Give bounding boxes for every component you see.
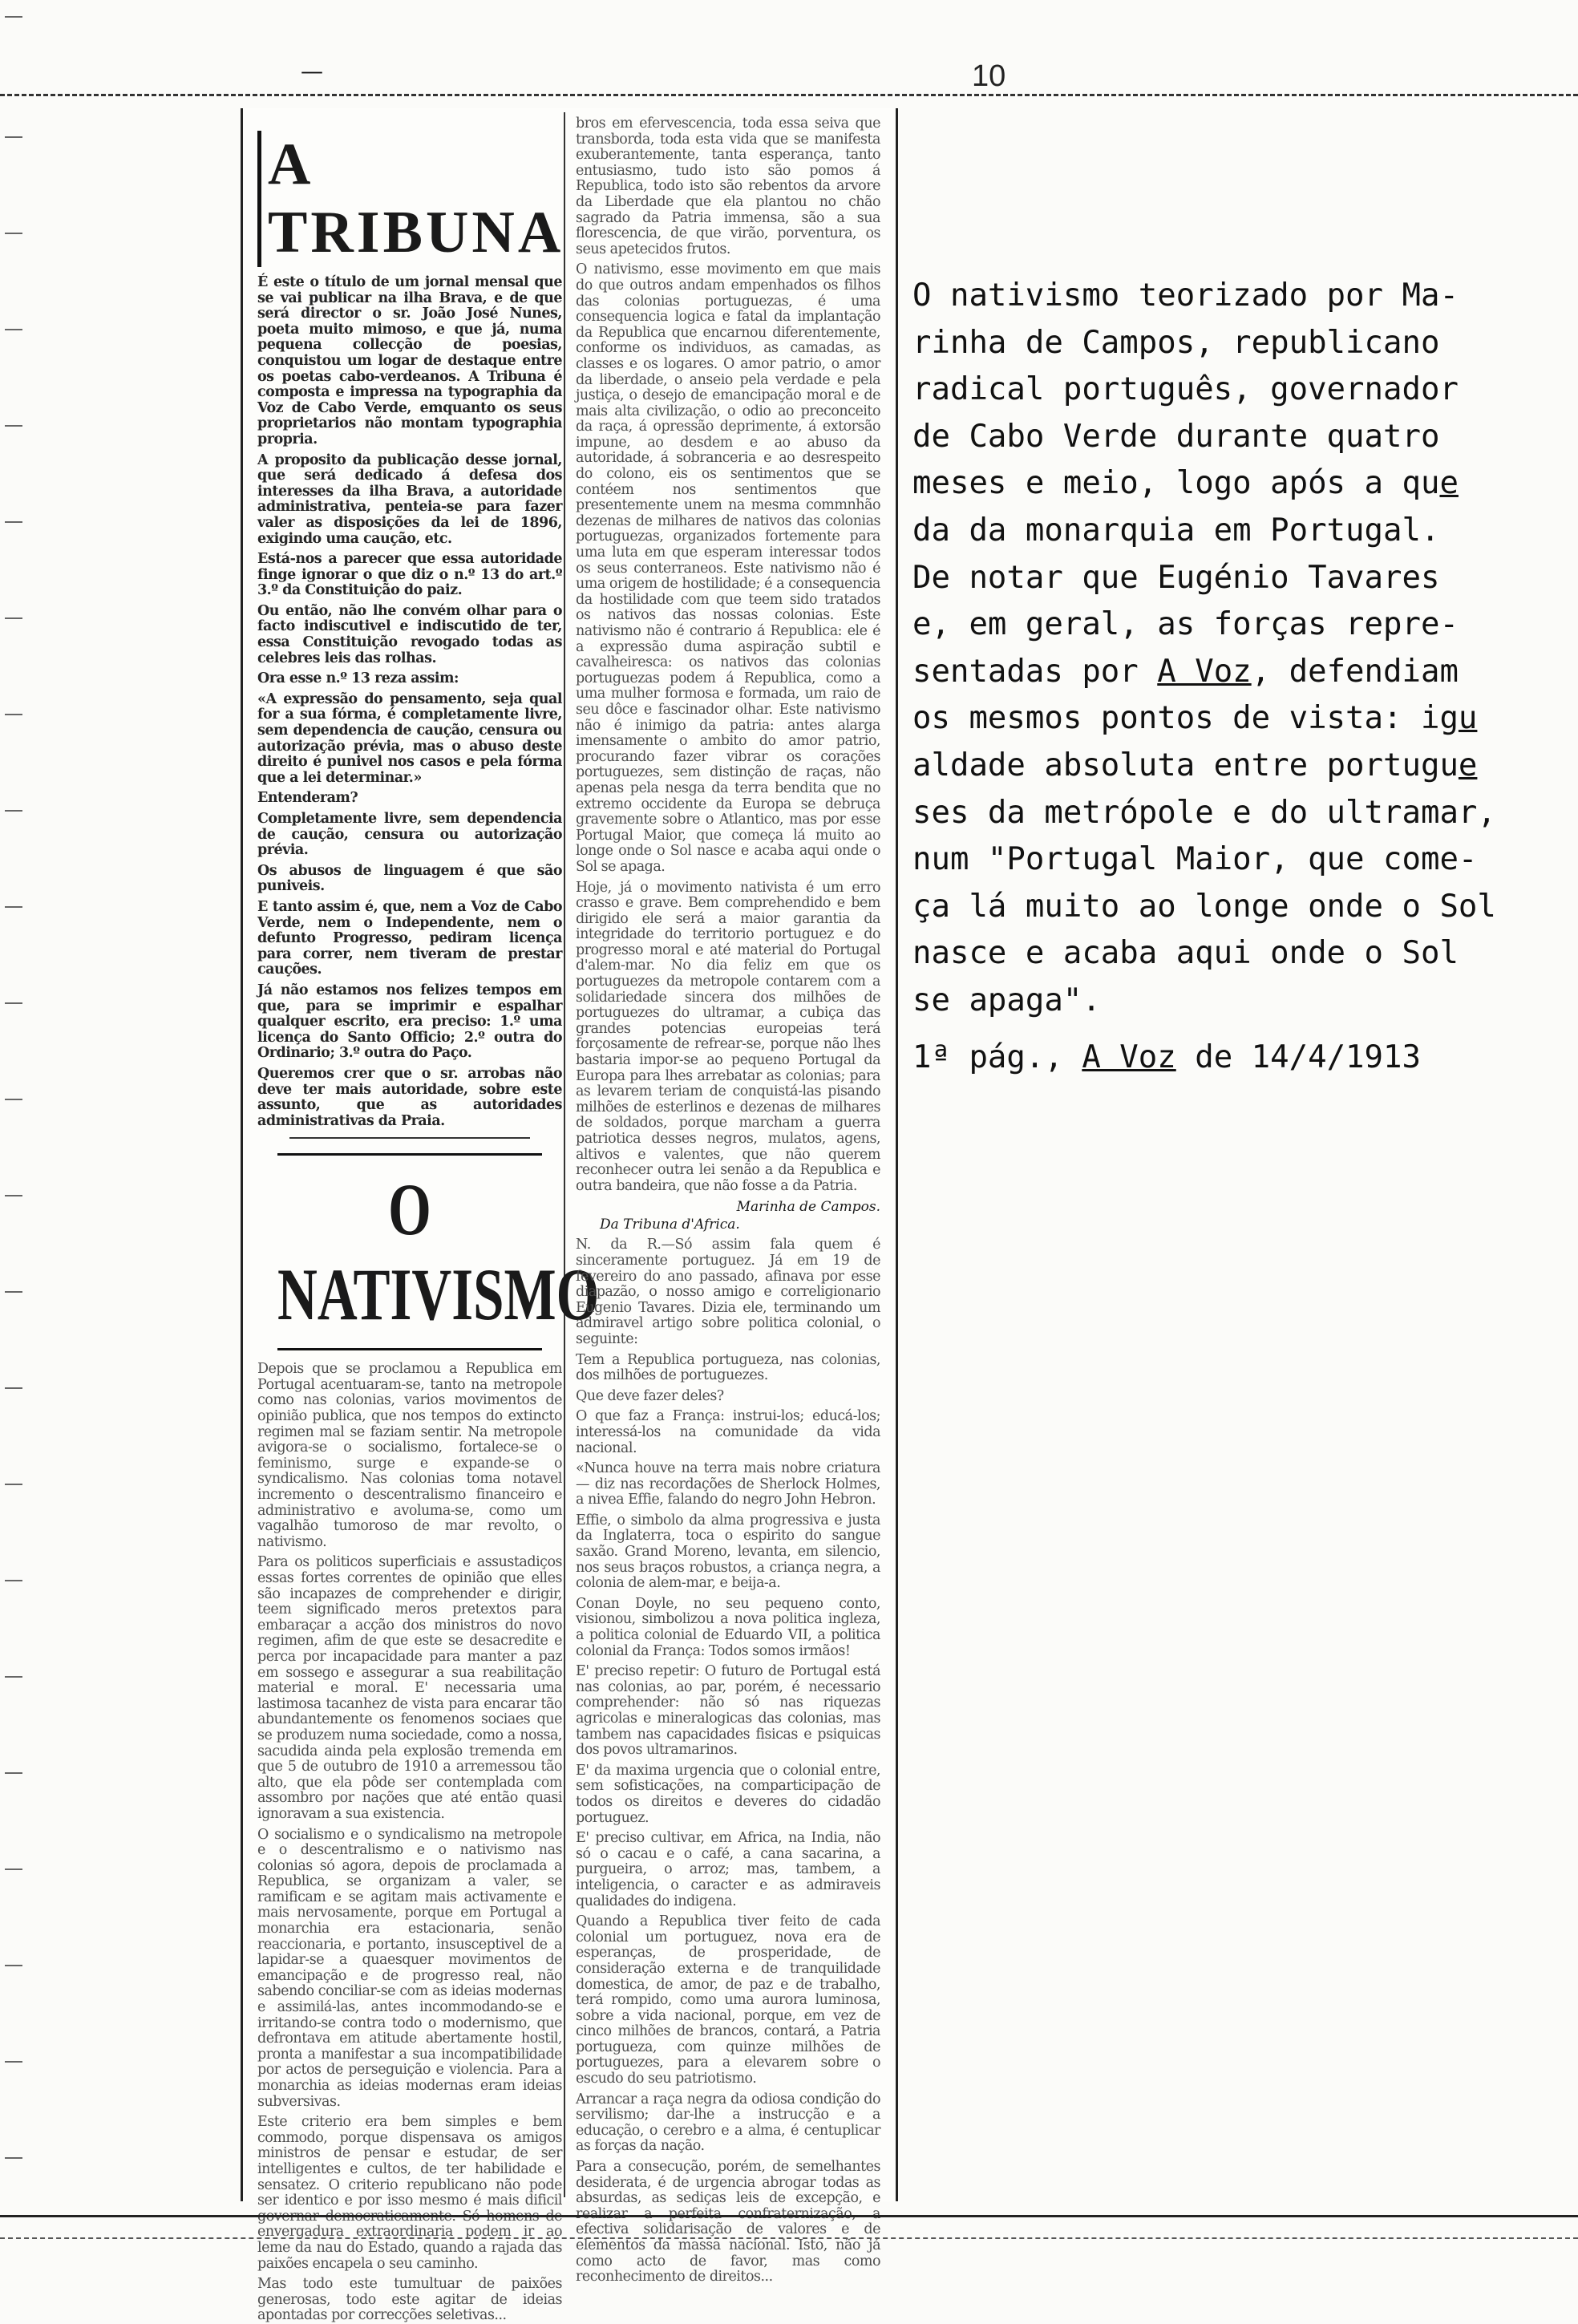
note-line (912, 743, 1562, 790)
paragraph: Effie, o simbolo da alma progressiva e justa da Inglaterra, toca o espirito do sangue saxão. Grand Moreno, levanta, em silencio, nos seus braços robustos, a criança negra, a colonia de alem-mar, e beija-a. (576, 1512, 880, 1592)
paragraph: E' preciso cultivar, em Africa, na India, não só o cacau e o café, a cana sacarina, a purgueira, o arroz; mas, tambem, a inteligencia, o caracter e as admiraveis qualidades do indigena. (576, 1830, 880, 1909)
paragraph: É este o título de um jornal mensal que se vai publicar na ilha Brava, e de que será director o sr. João José Nunes, poeta muito mimoso, e que já, numa pequena collecção de poesias, conquistou um logar de destaque entre os poetas cabo-verdeanos. A Tribuna é composta e impressa na typographia da Voz de Cabo Verde, emquanto os seus proprietarios não montam typographia propria. (257, 274, 562, 447)
page-number: 10 (972, 59, 1006, 93)
note-text: A Voz (1157, 653, 1252, 690)
note-line (912, 555, 1562, 602)
note-text: O nativismo teorizado por Ma- (912, 277, 1459, 314)
paragraph: O nativismo, esse movimento em que mais do que outros andam empenhados os filhos das colonias portuguezas, é uma consequencia logica e fatal da implantação da Republica que encarnou diferentemente, conforme os individuos, as camadas, as classes e os logares. O amor patrio, o amor da liberdade, o anseio pela verdade e pela justiça, o desejo de emancipação moral e de mais alta civilização, o odio ao preconceito da raça, á opressão deprimente, á extorsão impune, ao desdem e ao abuso da autoridade, á sobranceria e ao desrespeito do colono, eis os sentimentos que se contéem nos sentimentos que presentemente unem na mesma commnhão dezenas de milhares de nativos das colonias portuguezas, organizados fortemente para uma luta em que esperam interessar todos os seus conterraneos. Este nativismo não é uma origem de hostilidade; é a consequencia da hostilidade com que teem sido tratados os nativos das nossas colonias. Este nativismo não é contrario á Republica: ele é a expressão duma aspiração subtil e cavalheiresca: os nativos das colonias portuguezas podem á Republica, como a uma mulher formosa e formada, um raio de seu dôce e fascinador olhar. Este nativismo não é inimigo da patria: antes alarga imensamente o ambito do amor patrio, procurando fazer vibrar os corações portuguezes, sem distinção de raças, não apenas pela nesga da terra bendita que no extremo occidente da Europa se debruça gravemente sobre o Atlantico, mas por esse Portugal Maior, que começa lá muito ao longe onde o Sol nasce e acaba aqui onde o Sol se apaga. (576, 261, 880, 875)
paragraph: Os abusos de linguagem é que são puniveis. (257, 862, 562, 895)
note-text: nasce e acaba aqui onde o Sol (912, 935, 1459, 972)
left-margin-ticks (0, 0, 32, 2245)
clipping-left-column (257, 116, 600, 2324)
note-line (912, 930, 1562, 978)
paragraph: Que deve fazer deles? (576, 1387, 724, 1404)
reference-prefix: 1ª pág., (912, 1039, 1082, 1075)
article-source: Da Tribuna d'Africa. (600, 1217, 740, 1233)
paragraph: «A expressão do pensamento, seja qual for a sua fórma, é completamente livre, sem dependencia de caução, censura ou autorização prévia, mas o abuso deste direito é punivel nos casos e pela fórma que a lei determinar.» (257, 690, 562, 786)
note-line (912, 508, 1562, 555)
note-text: num "Portugal Maior, que come- (912, 841, 1478, 878)
masthead-a-tribuna: A TRIBUNA (257, 131, 562, 267)
paragraph: Ora esse n.º 13 reza assim: (257, 670, 459, 687)
paragraph: Depois que se proclamou a Republica em Portugal acentuaram-se, tanto na metropole como nas colonias, varios movimentos de opinião publica, que nos tempos do extincto regimen mal se faziam sentir. Na metropole avigora-se o socialismo, fortalece-se o feminismo, surge e expande-se o syndicalismo. Nas colonias toma notavel incremento o descentralismo financeiro e administrativo e avoluma-se, como um vagalhão tumoroso de mar revolto, o nativismo. (257, 1361, 562, 1550)
paragraph: Este criterio era bem simples e bem commodo, porque dispensava os amigos ministros de pensar e estudar, de ser intelligentes e cultos, de ter habilidade e sensatez. O criterio republicano não pode ser identico e por isso mesmo é mais dificil governar democraticamente. Só homens de envergadura extraordinaria podem ir ao leme da nau do Estado, quando a rajada das paixões encapela o seu caminho. (257, 2114, 562, 2272)
note-text: da da monarquia em Portugal. (912, 512, 1440, 549)
note-line (912, 460, 1562, 508)
paragraph: O que faz a França: instrui-los; educá-los; interessá-los na comunidade da vida nacional. (576, 1408, 880, 1456)
article-title-nativismo: O NATIVISMO (277, 1153, 542, 1350)
nativismo-continuation (576, 116, 880, 1194)
article-signature: Marinha de Campos. (736, 1199, 880, 1216)
paragraph: bros em efervescencia, toda essa seiva que transborda, toda esta vida que se manifesta exuberantemente, tanta esperança, tanto entusiasmo, tudo isto são pomos á Republica, todo isto são rebentos da arvore da Liberdade que ela plantou no chão sagrado da Patria immensa, são a sua florescencia, de que virão, porventura, os seus apetecidos frutos. (576, 115, 880, 257)
note-line (912, 695, 1562, 743)
paragraph: Entenderam? (257, 790, 358, 807)
tribuna-article-body (257, 275, 562, 1129)
note-text: os mesmos pontos de vista: ig (912, 700, 1459, 737)
paragraph: Hoje, já o movimento nativista é um erro crasso e grave. Bem comprehendido e bem dirigido ele será a maior garantia da integridade do territorio portuguez e do progresso moral e até material do Portugal d'alem-mar. No dia feliz em que os portuguezes da metropole contarem com a solidariedade sincera dos milhões de portuguezes do ultramar, a cubiça das grandes potencias europeias terá forçosamente de refrear-se, porque não lhes bastaria impor-se ao pequeno Portugal da Europa para lhes arrebatar as colonias; para as levarem teriam de conquistá-las pisando milhões de esterlinos e dezenas de milhares de soldados, porque marcham a guerra patriotica desses negros, mulatos, agens, altivos e valentes, que não querem reconhecer outra lei senão a da Republica e outra bandeira, que não fosse a da Patria. (576, 879, 880, 1194)
note-text: sentadas por (912, 653, 1158, 690)
paragraph: O socialismo e o syndicalismo na metropole e o descentralismo e o nativismo nas colonias só agora, depois de proclamada a Republica, se organizam a valer, se ramificam e se agitam mais activamente e mais nervosamente, porque em Portugal a monarchia era estacionaria, senão reaccionaria, e portanto, insusceptivel de a lapidar-se a quaesquer movimentos de emancipação e de progresso real, não sabendo conciliar-se com as ideias modernas e assimilá-las, antes incommodando-se e irritando-se contra todo o modernismo, que defrontava em atitude abertamente hostil, pronta a manifestar a sua incompatibilidade por actos de perseguição e violencia. Para a monarchia as ideias modernas eram ideias subversivas. (257, 1826, 562, 2110)
note-line (912, 320, 1562, 367)
article-separator (289, 1137, 530, 1139)
clipping-right-column (576, 115, 880, 2286)
note-text: aldade absoluta entre portugu (912, 747, 1459, 783)
note-text: De notar que Eugénio Tavares (912, 559, 1440, 596)
paragraph: Arrancar a raça negra da odiosa condição do servilismo; dar-lhe a instrucção e a educação, o cerebro e a alma, é centuplicar as forças da nação. (576, 2091, 880, 2155)
note-line (912, 836, 1562, 884)
note-line (912, 884, 1562, 931)
note-text: , defendiam (1251, 653, 1459, 690)
paragraph: Para a consecução, porém, de semelhantes desiderata, é de urgencia abrogar todas as absurdas, as sediças leis de excepção, e realizar a perfeita confraternização, a efectiva solidarisação de valores e de elementos da massa nacional. Isto, não já como acto de favor, mas como reconhecimento de direitos... (576, 2159, 880, 2286)
paragraph: E' preciso repetir: O futuro de Portugal está nas colonias, ao par, porém, é necessario comprehender: não só nas riquezas agricolas e mineralogicas das colonias, mas tambem nas capacidades fisicas e psiquicas dos povos ultramarinos. (576, 1663, 880, 1759)
reference-title: A Voz (1082, 1039, 1176, 1075)
note-line (912, 273, 1562, 320)
note-text: ses da metrópole e do ultramar, (912, 794, 1496, 831)
note-line (912, 649, 1562, 696)
paragraph: Tem a Republica portugueza, nas colonias, dos milhões de portuguezes. (576, 1351, 880, 1384)
paragraph: A proposito da publicação desse jornal, que será dedicado á defesa dos interesses da ilha Brava, a autoridade administrativa, penteia-se para fazer valer as disposições da lei de 1896, exigindo uma caução, etc. (257, 451, 562, 547)
note-text: se apaga". (912, 982, 1101, 1018)
note-line (912, 601, 1562, 649)
paragraph: Para os politicos superficiais e assustadiços essas fortes correntes de opinião que elles são incapazes de comprehender e dirigir, teem significado meros pretextos para embaraçar a acção dos ministros do novo regimen, afim de que este se desacredite e perca por incapacidade para manter a paz em sossego e assegurar a sua reabilitação material e moral. E' necessaria uma lastimosa tacanhez de vista para encarar tão abundantemente os fenomenos sociaes que se produzem numa sociedade, como a nossa, sacudida ainda pela explosão tremenda em que 5 de outubro de 1910 a arremessou tão alto, que ela pôde ser contemplada com assombro por nações que até então quasi ignoravam a sua existencia. (257, 1554, 562, 1822)
top-dashed-rule (0, 94, 1578, 96)
note-text: meses e meio, logo após a qu (912, 465, 1440, 502)
column-divider (564, 112, 565, 2197)
note-text: de Cabo Verde durante quatro (912, 418, 1440, 455)
paragraph: Completamente livre, sem dependencia de caução, censura ou autorização prévia. (257, 811, 562, 859)
bottom-dashed-rule (0, 2237, 1578, 2239)
top-mark: — (301, 58, 323, 84)
note-text: e (1458, 747, 1478, 783)
paragraph: Mas todo este tumultuar de paixões generosas, todo este agitar de ideias apontadas por correcções seletivas... (257, 2276, 562, 2324)
source-reference (912, 1039, 1421, 1075)
paragraph: Quando a Republica tiver feito de cada colonial um portuguez, nova era de esperanças, de prosperidade, de consideração externa e de tranquilidade domestica, de amor, de paz e de trabalho, terá rompido, como uma aurora luminosa, sobre a vida nacional, porque, em vez de cinco milhões de brancos, contará, a Patria portugueza, com quinze milhões de portuguezes, para a elevarem sobre o escudo do seu patriotismo. (576, 1913, 880, 2087)
note-text: e, em geral, as forças repre- (912, 606, 1459, 643)
nativismo-article-body (257, 1362, 562, 2324)
paragraph: Queremos crer que o sr. arrobas não deve ter mais autoridade, sobre este assunto, que as autoridades administrativas da Praia. (257, 1065, 562, 1129)
note-text: ça lá muito ao longe onde o Sol (912, 888, 1496, 925)
note-line (912, 414, 1562, 461)
paragraph: N. da R.—Só assim fala quem é sinceramente portuguez. Já em 19 de fevereiro do ano passado, afinava por esse diapazão, o nosso amigo e correligionario Eugenio Tavares. Dizia ele, terminando um admiravel artigo sobre politica colonial, o seguinte: (576, 1237, 880, 1347)
note-line (912, 790, 1562, 837)
paragraph: E tanto assim é, que, nem a Voz de Cabo Verde, nem o Independente, nem o defunto Progresso, pediram licença para correr, nem tiveram de prestar cauções. (257, 898, 562, 978)
note-text: e (1439, 465, 1459, 502)
note-line (912, 978, 1562, 1025)
paragraph: E' da maxima urgencia que o colonial entre, sem sofisticações, na comparticipação de todos os direitos e deveres do cidadão portuguez. (576, 1762, 880, 1826)
note-text: radical português, governador (912, 371, 1459, 408)
paragraph: Já não estamos nos felizes tempos em que, para se imprimir e espalhar qualquer escrito, era preciso: 1.º uma licença do Santo Officio; 2.º outra do Ordinario; 3.º outra do Paço. (257, 982, 562, 1062)
typewritten-note (912, 273, 1562, 1025)
reference-suffix: de 14/4/1913 (1175, 1039, 1421, 1075)
paragraph: «Nunca houve na terra mais nobre criatura— diz nas recordações de Sherlock Holmes, a nivea Effie, falando do negro John Hebron. (576, 1460, 880, 1508)
note-text: u (1458, 700, 1478, 737)
paragraph: Ou então, não lhe convém olhar para o facto indiscutivel e indiscutido de ter, essa Constituição revogado todas as celebres leis das rolhas. (257, 602, 562, 666)
note-line (912, 366, 1562, 414)
bottom-rule (0, 2215, 1578, 2217)
editorial-note-body (576, 1237, 880, 2285)
newspaper-clipping (241, 108, 898, 2324)
paragraph: Está-nos a parecer que essa autoridade finge ignorar o que diz o n.º 13 do art.º 3.º da Constituição do paiz. (257, 551, 562, 599)
paragraph: Conan Doyle, no seu pequeno conto, visionou, simbolizou a nova politica ingleza, a politica colonial de Eduardo VII, a politica colonial da França: Todos somos irmãos! (576, 1595, 880, 1659)
note-text: rinha de Campos, republicano (912, 324, 1440, 361)
